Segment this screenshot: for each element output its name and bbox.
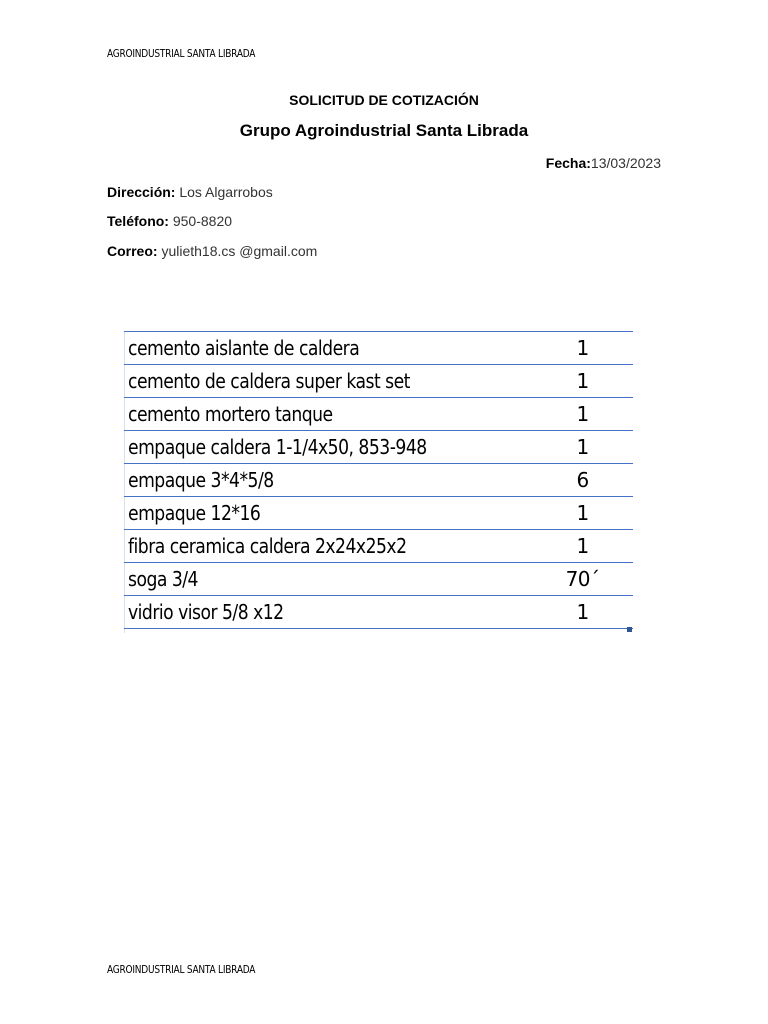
page-footer: AGROINDUSTRIAL SANTA LIBRADA: [107, 963, 256, 976]
table-row: [124, 431, 633, 464]
item-quantity: 1: [532, 332, 633, 365]
item-description: empaque caldera 1-1/4x50, 853-948: [124, 431, 532, 464]
phone-value: 950-8820: [172, 213, 233, 229]
document-subtitle: Grupo Agroindustrial Santa Librada: [239, 121, 529, 140]
item-description: soga 3/4: [124, 563, 532, 596]
table-row: [124, 398, 633, 431]
address-line: [107, 184, 273, 200]
table-row: [124, 365, 633, 398]
date-label: Fecha:: [545, 155, 591, 171]
item-quantity: 1: [532, 497, 633, 530]
table-row: [124, 563, 633, 596]
item-description: empaque 3*4*5/8: [124, 464, 532, 497]
email-value: yulieth18.cs @gmail.com: [161, 243, 318, 259]
items-table: [124, 331, 633, 629]
document-title: SOLICITUD DE COTIZACIÓN: [289, 92, 479, 108]
email-line: [107, 243, 317, 259]
date-line: [546, 155, 661, 171]
table-row: [124, 464, 633, 497]
item-quantity: 70´: [532, 563, 633, 596]
table-resize-handle[interactable]: [627, 627, 632, 632]
date-value: 13/03/2023: [590, 155, 661, 171]
table-row: [124, 530, 633, 563]
address-label: Dirección:: [107, 184, 176, 200]
item-description: fibra ceramica caldera 2x24x25x2: [124, 530, 532, 563]
address-value: Los Algarrobos: [179, 184, 273, 200]
item-description: cemento de caldera super kast set: [124, 365, 532, 398]
item-quantity: 1: [532, 365, 633, 398]
item-description: cemento aislante de caldera: [124, 332, 532, 365]
email-label: Correo:: [107, 243, 158, 259]
page-header: AGROINDUSTRIAL SANTA LIBRADA: [107, 47, 256, 60]
table-row: [124, 497, 633, 530]
table-row: [124, 332, 633, 365]
item-description: cemento mortero tanque: [124, 398, 532, 431]
item-quantity: 6: [532, 464, 633, 497]
item-description: empaque 12*16: [124, 497, 532, 530]
phone-line: [107, 213, 232, 229]
item-quantity: 1: [532, 596, 633, 629]
item-quantity: 1: [532, 530, 633, 563]
phone-label: Teléfono:: [107, 213, 169, 229]
table-row: [124, 596, 633, 629]
item-description: vidrio visor 5/8 x12: [124, 596, 532, 629]
item-quantity: 1: [532, 431, 633, 464]
item-quantity: 1: [532, 398, 633, 431]
